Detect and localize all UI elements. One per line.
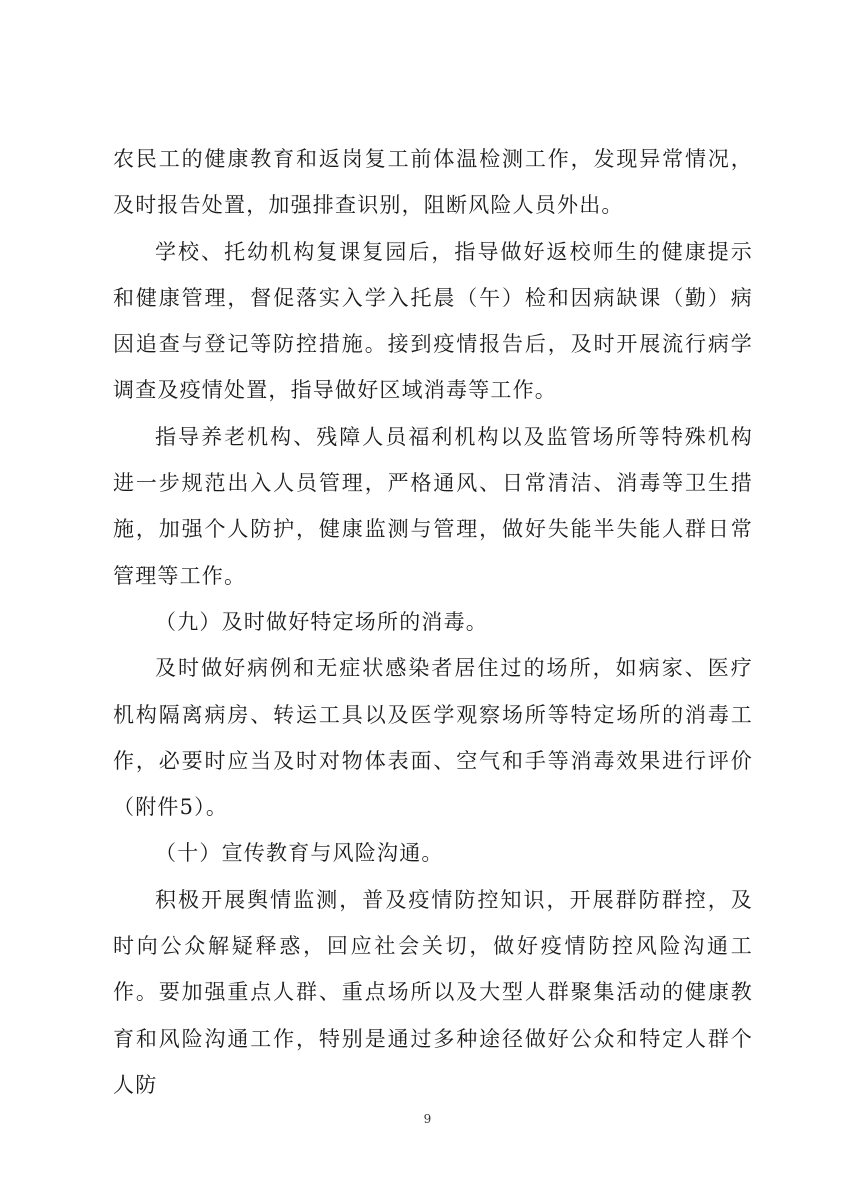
page-number: 9 [423,1112,432,1126]
section-heading-10: （十）宣传教育与风险沟通。 [155,841,444,866]
paragraph-1: 农民工的健康教育和返岗复工前体温检测工作，发现异常情况，及时报告处置，加强排查识别，阻断风险人员外出。 [113,147,753,218]
document-body [113,136,753,1108]
paragraph-4: 及时做好病例和无症状感染者居住过的场所，如病家、医疗机构隔离病房、转运工具以及医学观察场所等特定场所的消毒工作，必要时应当及时对物体表面、空气和手等消毒效果进行评价（附件5）。 [113,656,753,820]
paragraph-2: 学校、托幼机构复课复园后，指导做好返校师生的健康提示和健康管理，督促落实入学入托晨（午）检和因病缺课（勤）病因追查与登记等防控措施。接到疫情报告后，及时开展流行病学调查及疫情处置，指导做好区域消毒等工作。 [113,239,753,403]
section-heading-9: （九）及时做好特定场所的消毒。 [155,609,488,634]
paragraph-5: 积极开展舆情监测，普及疫情防控知识，开展群防群控，及时向公众解疑释惑，回应社会关切，做好疫情防控风险沟通工作。要加强重点人群、重点场所以及大型人群聚集活动的健康教育和风险沟通工作，特别是通过多种途径做好公众和特定人群个人防 [113,887,753,1097]
paragraph-3: 指导养老机构、残障人员福利机构以及监管场所等特殊机构进一步规范出入人员管理，严格通风、日常清洁、消毒等卫生措施，加强个人防护，健康监测与管理，做好失能半失能人群日常管理等工作。 [113,424,753,588]
